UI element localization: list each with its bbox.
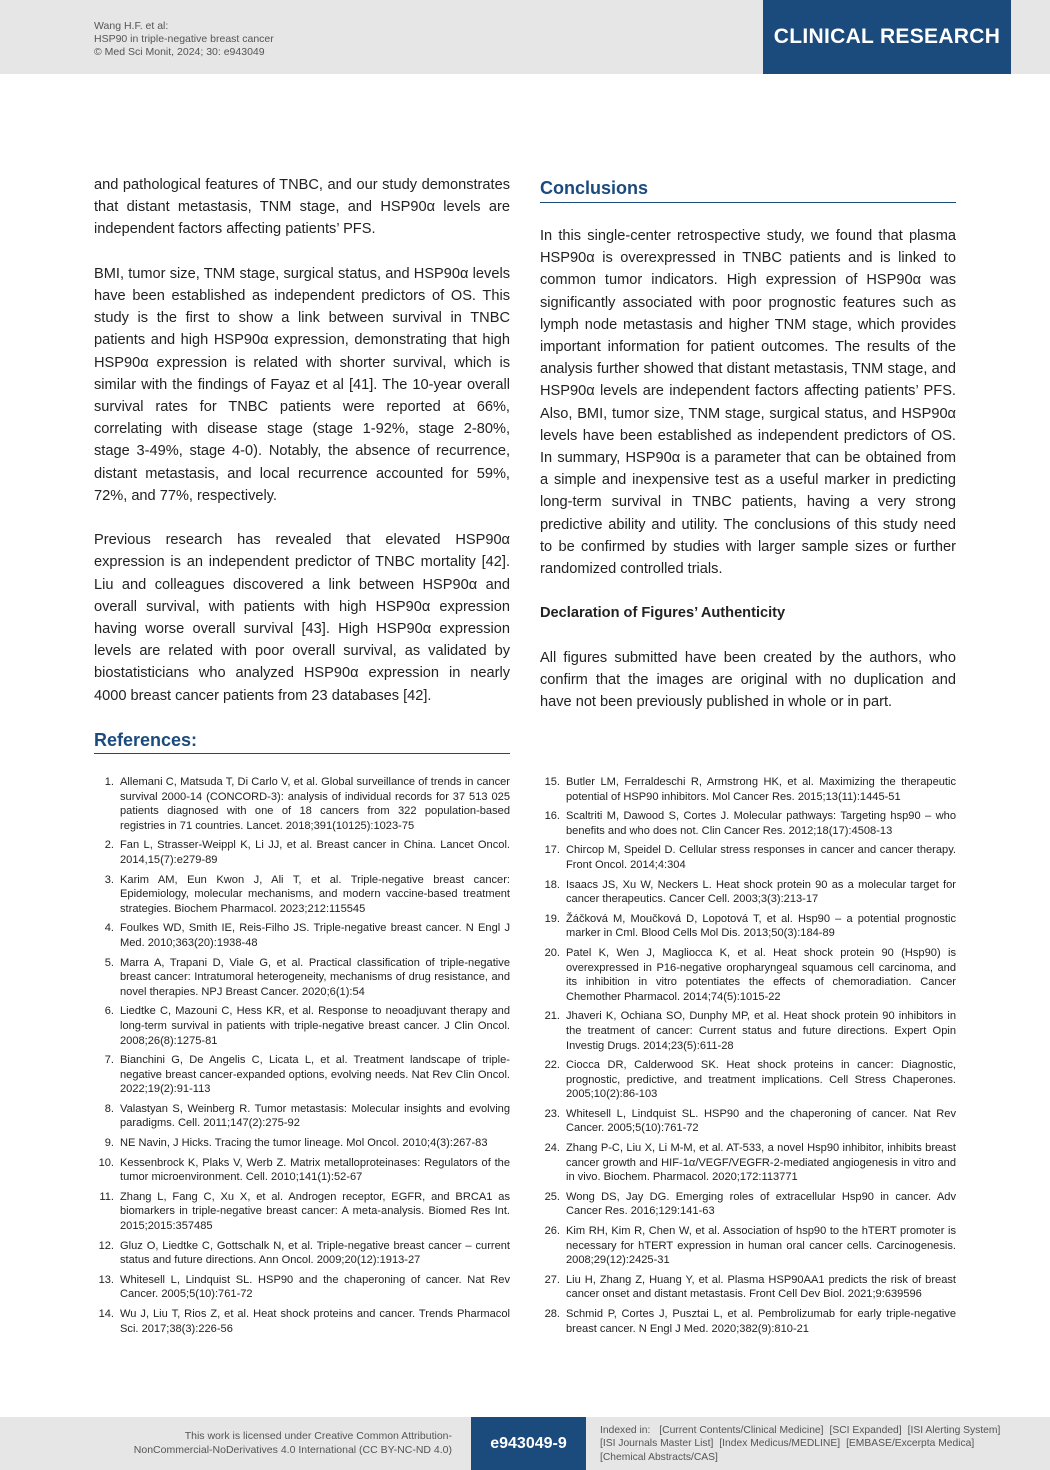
reference-number: 21.: [544, 1010, 560, 1023]
reference-number: 13.: [98, 1273, 114, 1286]
indexed-item: [Chemical Abstracts/CAS]: [600, 1451, 718, 1463]
reference-text: Gluz O, Liedtke C, Gottschalk N, et al. Triple-negative breast cancer – current status and future directions. Ann Oncol. 2009;20(12):1913-27: [120, 1239, 510, 1267]
indexed-item: [EMBASE/Excerpta Medica]: [846, 1438, 975, 1450]
reference-number: 19.: [544, 912, 560, 925]
reference-item: [94, 921, 510, 950]
reference-text: Fan L, Strasser-Weippl K, Li JJ, et al. Breast cancer in China. Lancet Oncol. 2014,15(7):e279-89: [120, 839, 510, 866]
reference-number: 14.: [98, 1308, 114, 1320]
reference-number: 28.: [544, 1308, 560, 1320]
reference-item: [540, 1224, 956, 1268]
reference-text: Karim AM, Eun Kwon J, Ali T, et al. Triple-negative breast cancer: Epidemiology, molecular mechanisms, and modern vaccine-based treatment strategies. Biochem Pharmacol. 2023;212:115545: [120, 873, 510, 915]
reference-text: Ciocca DR, Calderwood SK. Heat shock proteins in cancer: Diagnostic, prognostic, predictive, and treatment implications. Cell Stress Chaperones. 2005;10(2):86-103: [566, 1059, 956, 1101]
reference-number: 11.: [99, 1190, 114, 1203]
reference-number: 17.: [544, 844, 560, 857]
reference-number: 24.: [544, 1142, 560, 1155]
indexed-item: [ISI Journals Master List]: [600, 1438, 714, 1450]
reference-item: [540, 1107, 956, 1136]
reference-item: [94, 1307, 510, 1336]
reference-item: [540, 1307, 956, 1336]
indexed-item: [SCI Expanded]: [829, 1425, 902, 1436]
reference-number: 23.: [544, 1107, 560, 1120]
left-column: [94, 174, 510, 707]
references-list-right: [540, 775, 956, 1341]
reference-item: [540, 775, 956, 804]
reference-number: 4.: [104, 922, 114, 935]
reference-text: Whitesell L, Lindquist SL. HSP90 and the chaperoning of cancer. Nat Rev Cancer. 2005;5(10):761-72: [120, 1273, 510, 1301]
reference-number: 26.: [544, 1225, 560, 1238]
reference-text: Bianchini G, De Angelis C, Licata L, et al. Treatment landscape of triple-negative breast cancer-expanded options, evolving needs. Nat Rev Clin Oncol. 2022;19(2):91-113: [120, 1054, 510, 1096]
references-list-left: [94, 775, 510, 1341]
reference-item: [540, 1058, 956, 1102]
reference-number: 2.: [104, 839, 114, 852]
reference-number: 7.: [104, 1054, 114, 1067]
reference-item: [540, 878, 956, 907]
reference-text: Patel K, Wen J, Magliocca K, et al. Heat shock protein 90 (Hsp90) is overexpressed in P16-negative oropharyngeal squamous cell carcinoma, and its inhibition in vitro potentiates the effects of chemoradiation. Cancer Chemother Pharmacol. 2014;74(5):1015-22: [566, 946, 956, 1003]
reference-text: Butler LM, Ferraldeschi R, Armstrong HK, et al. Maximizing the therapeutic potential of HSP90 inhibitors. Mol Cancer Res. 2015;13(11):1445-51: [566, 776, 956, 803]
reference-item: [94, 1004, 510, 1048]
reference-item: [540, 809, 956, 838]
reference-number: 16.: [544, 810, 560, 823]
reference-item: [540, 1273, 956, 1302]
reference-text: Zhang L, Fang C, Xu X, et al. Androgen receptor, EGFR, and BRCA1 as biomarkers in triple-negative breast cancer: A meta-analysis. Biomed Res Int. 2015;2015:357485: [120, 1190, 510, 1233]
reference-text: Žáčková M, Moučková D, Lopotová T, et al. Hsp90 – a potential prognostic marker in Cml. Blood Cells Mol Dis. 2013;50(3):184-89: [566, 912, 956, 940]
indexed-item: [Current Contents/Clinical Medicine]: [659, 1425, 824, 1436]
reference-item: [94, 1239, 510, 1268]
body-paragraph: Previous research has revealed that elevated HSP90α expression is an independent predictor of TNBC mortality [42]. Liu and colleagues discovered a link between HSP90α and overall survival, with patients with high HSP90α expression having worse overall survival [43]. High HSP90α expression levels are related with poor overall survival, as validated by biostatisticians who analyzed HSP90α expression in nearly 4000 breast cancer patients from 23 databases [42].: [94, 532, 510, 704]
article-citation: © Med Sci Monit, 2024; 30: e943049: [94, 46, 265, 58]
indexed-label: Indexed in:: [600, 1425, 651, 1436]
reference-text: Kessenbrock K, Plaks V, Werb Z. Matrix metalloproteinases: Regulators of the tumor microenvironment. Cell. 2010;141(1):52-67: [120, 1156, 510, 1184]
reference-text: Chircop M, Speidel D. Cellular stress responses in cancer and cancer therapy. Front Oncol. 2014;4:304: [566, 844, 956, 871]
reference-number: 20.: [544, 946, 560, 959]
reference-text: Whitesell L, Lindquist SL. HSP90 and the chaperoning of cancer. Nat Rev Cancer. 2005;5(10):761-72: [566, 1107, 956, 1135]
reference-item: [94, 1190, 510, 1234]
reference-number: 10.: [98, 1156, 114, 1169]
reference-number: 6.: [104, 1005, 114, 1018]
body-paragraph: BMI, tumor size, TNM stage, surgical status, and HSP90α levels have been established as independent predictors of OS. This study is the first to show a link between survival in TNBC patients and high HSP90α expression, demonstrating that high HSP90α expression is related with shorter survival, which is similar with the findings of Fayaz et al [41]. The 10-year overall survival rates for TNBC patients were reported at 66%, correlating with disease stage (stage 1-92%, stage 2-80%, stage 3-49%, stage 4-0). Notably, the absence of recurrence, distant metastasis, and local recurrence accounted for 59%, 72%, and 77%, respectively.: [94, 265, 510, 504]
reference-text: Jhaveri K, Ochiana SO, Dunphy MP, et al. Heat shock protein 90 inhibitors in the treatment of cancer: Current status and future directions. Expert Opin Investig Drugs. 2014;23(5):611-28: [566, 1010, 956, 1052]
license-notice: [134, 1430, 452, 1457]
article-authors: Wang H.F. et al:: [94, 20, 169, 32]
license-line: This work is licensed under Creative Common Attribution-: [184, 1430, 452, 1442]
reference-item: [540, 912, 956, 941]
right-column: [540, 174, 956, 713]
article-short-title: HSP90 in triple-negative breast cancer: [94, 33, 274, 45]
declaration-paragraph: All figures submitted have been created by the authors, who confirm that the images are original with no duplication and have not been previously published in whole or in part.: [540, 649, 956, 711]
reference-number: 22.: [544, 1059, 560, 1072]
reference-item: [540, 1009, 956, 1053]
reference-number: 9.: [104, 1137, 114, 1150]
reference-item: [94, 838, 510, 867]
article-info: [94, 20, 274, 59]
reference-item: [94, 873, 510, 917]
reference-item: [94, 956, 510, 1000]
reference-text: Foulkes WD, Smith IE, Reis-Filho JS. Triple-negative breast cancer. N Engl J Med. 2010;363(20):1938-48: [120, 922, 510, 949]
reference-text: Zhang P-C, Liu X, Li M-M, et al. AT-533, a novel Hsp90 inhibitor, inhibits breast cancer growth and HIF-1α/VEGF/VEGFR-2-mediated angiogenesis in vitro and in vivo. Biochem. Pharmacol. 2020;172:113771: [566, 1142, 956, 1184]
reference-number: 15.: [544, 776, 560, 788]
reference-number: 8.: [104, 1102, 114, 1115]
reference-text: Wong DS, Jay DG. Emerging roles of extracellular Hsp90 in cancer. Adv Cancer Res. 2016;129:141-63: [566, 1190, 956, 1218]
reference-number: 25.: [544, 1190, 560, 1203]
reference-text: Marra A, Trapani D, Viale G, et al. Practical classification of triple-negative breast cancer: Intratumoral heterogeneity, mechanisms of drug resistance, and novel therapies. NPJ Breast Cancer. 2020;6(1):54: [120, 956, 510, 998]
reference-item: [540, 1141, 956, 1185]
reference-item: [94, 1136, 510, 1151]
reference-item: [540, 843, 956, 872]
reference-text: Scaltriti M, Dawood S, Cortes J. Molecular pathways: Targeting hsp90 – who benefits and who does not. Clin Cancer Res. 2012;18(17):4508-13: [566, 810, 956, 837]
reference-text: NE Navin, J Hicks. Tracing the tumor lineage. Mol Oncol. 2010;4(3):267-83: [120, 1137, 488, 1150]
reference-number: 27.: [544, 1273, 560, 1286]
reference-text: Valastyan S, Weinberg R. Tumor metastasis: Molecular insights and evolving paradigms. Cell. 2011;147(2):275-92: [120, 1102, 510, 1130]
indexed-in-list: [600, 1424, 1030, 1464]
reference-text: Kim RH, Kim R, Chen W, et al. Association of hsp90 to the hTERT promoter is necessary for hTERT expression in human oral cancer cells. Carcinogenesis. 2008;29(12):2425-31: [566, 1225, 956, 1267]
references-heading: References:: [94, 729, 510, 754]
reference-item: [94, 1102, 510, 1131]
reference-number: 3.: [104, 873, 114, 886]
reference-text: Wu J, Liu T, Rios Z, et al. Heat shock proteins and cancer. Trends Pharmacol Sci. 2017;38(3):226-56: [120, 1308, 510, 1335]
reference-number: 18.: [544, 878, 560, 891]
reference-text: Isaacs JS, Xu W, Neckers L. Heat shock protein 90 as a molecular target for cancer therapeutics. Cancer Cell. 2003;3(3):213-17: [566, 878, 956, 906]
reference-number: 5.: [104, 956, 114, 969]
page-header: [0, 0, 1050, 74]
conclusions-heading: Conclusions: [540, 174, 956, 203]
reference-item: [94, 775, 510, 833]
reference-text: Schmid P, Cortes J, Pusztai L, et al. Pembrolizumab for early triple-negative breast cancer. N Engl J Med. 2020;382(9):810-21: [566, 1308, 956, 1335]
indexed-item: [Index Medicus/MEDLINE]: [719, 1438, 841, 1450]
reference-number: 12.: [98, 1239, 114, 1252]
reference-number: 1.: [104, 776, 114, 788]
declaration-heading: Declaration of Figures’ Authenticity: [540, 605, 786, 622]
conclusions-paragraph: In this single-center retrospective study, we found that plasma HSP90α is overexpressed in TNBC patients and is linked to common tumor indicators. High expression of HSP90α was significantly associated with poor prognostic features such as lymph node metastasis and higher TNM stage, which provides important information for patient outcomes. The results of the analysis further showed that distant metastasis, TNM stage, and HSP90α levels are independent factors affecting patients’ PFS. Also, BMI, tumor size, TNM stage, surgical status, and HSP90α levels have been established as independent predictors of OS. In summary, HSP90α is a parameter that can be obtained from a simple and inexpensive test as a useful marker in predicting long-term survival in TNBC patients, having a very strong predictive ability and utility. The conclusions of this study need to be confirmed by studies with larger sample sizes or further randomized controlled trials.: [540, 228, 956, 578]
page-footer: [0, 1417, 1050, 1470]
section-badge: CLINICAL RESEARCH: [763, 0, 1011, 74]
reference-text: Allemani C, Matsuda T, Di Carlo V, et al. Global surveillance of trends in cancer survival 2000-14 (CONCORD-3): analysis of individual records for 37 513 025 patients diagnosed with one of 18 cancers from 322 population-based registries in 71 countries. Lancet. 2018;391(10125):1023-75: [120, 776, 510, 832]
indexed-item: [ISI Alerting System]: [907, 1425, 1001, 1436]
reference-text: Liedtke C, Mazouni C, Hess KR, et al. Response to neoadjuvant therapy and long-term survival in patients with triple-negative breast cancer. J Clin Oncol. 2008;26(8):1275-81: [120, 1005, 510, 1047]
license-line: NonCommercial-NoDerivatives 4.0 International (CC BY-NC-ND 4.0): [133, 1443, 452, 1456]
page-id-badge: e943049-9: [471, 1417, 586, 1470]
reference-item: [94, 1053, 510, 1097]
reference-item: [94, 1273, 510, 1302]
reference-item: [540, 1190, 956, 1219]
reference-item: [540, 946, 956, 1004]
reference-text: Liu H, Zhang Z, Huang Y, et al. Plasma HSP90AA1 predicts the risk of breast cancer onset and distant metastasis. Front Cell Dev Biol. 2021;9:639596: [566, 1273, 956, 1301]
body-paragraph: and pathological features of TNBC, and our study demonstrates that distant metastasis, TNM stage, and HSP90α levels are independent factors affecting patients’ PFS.: [94, 177, 510, 238]
reference-item: [94, 1156, 510, 1185]
